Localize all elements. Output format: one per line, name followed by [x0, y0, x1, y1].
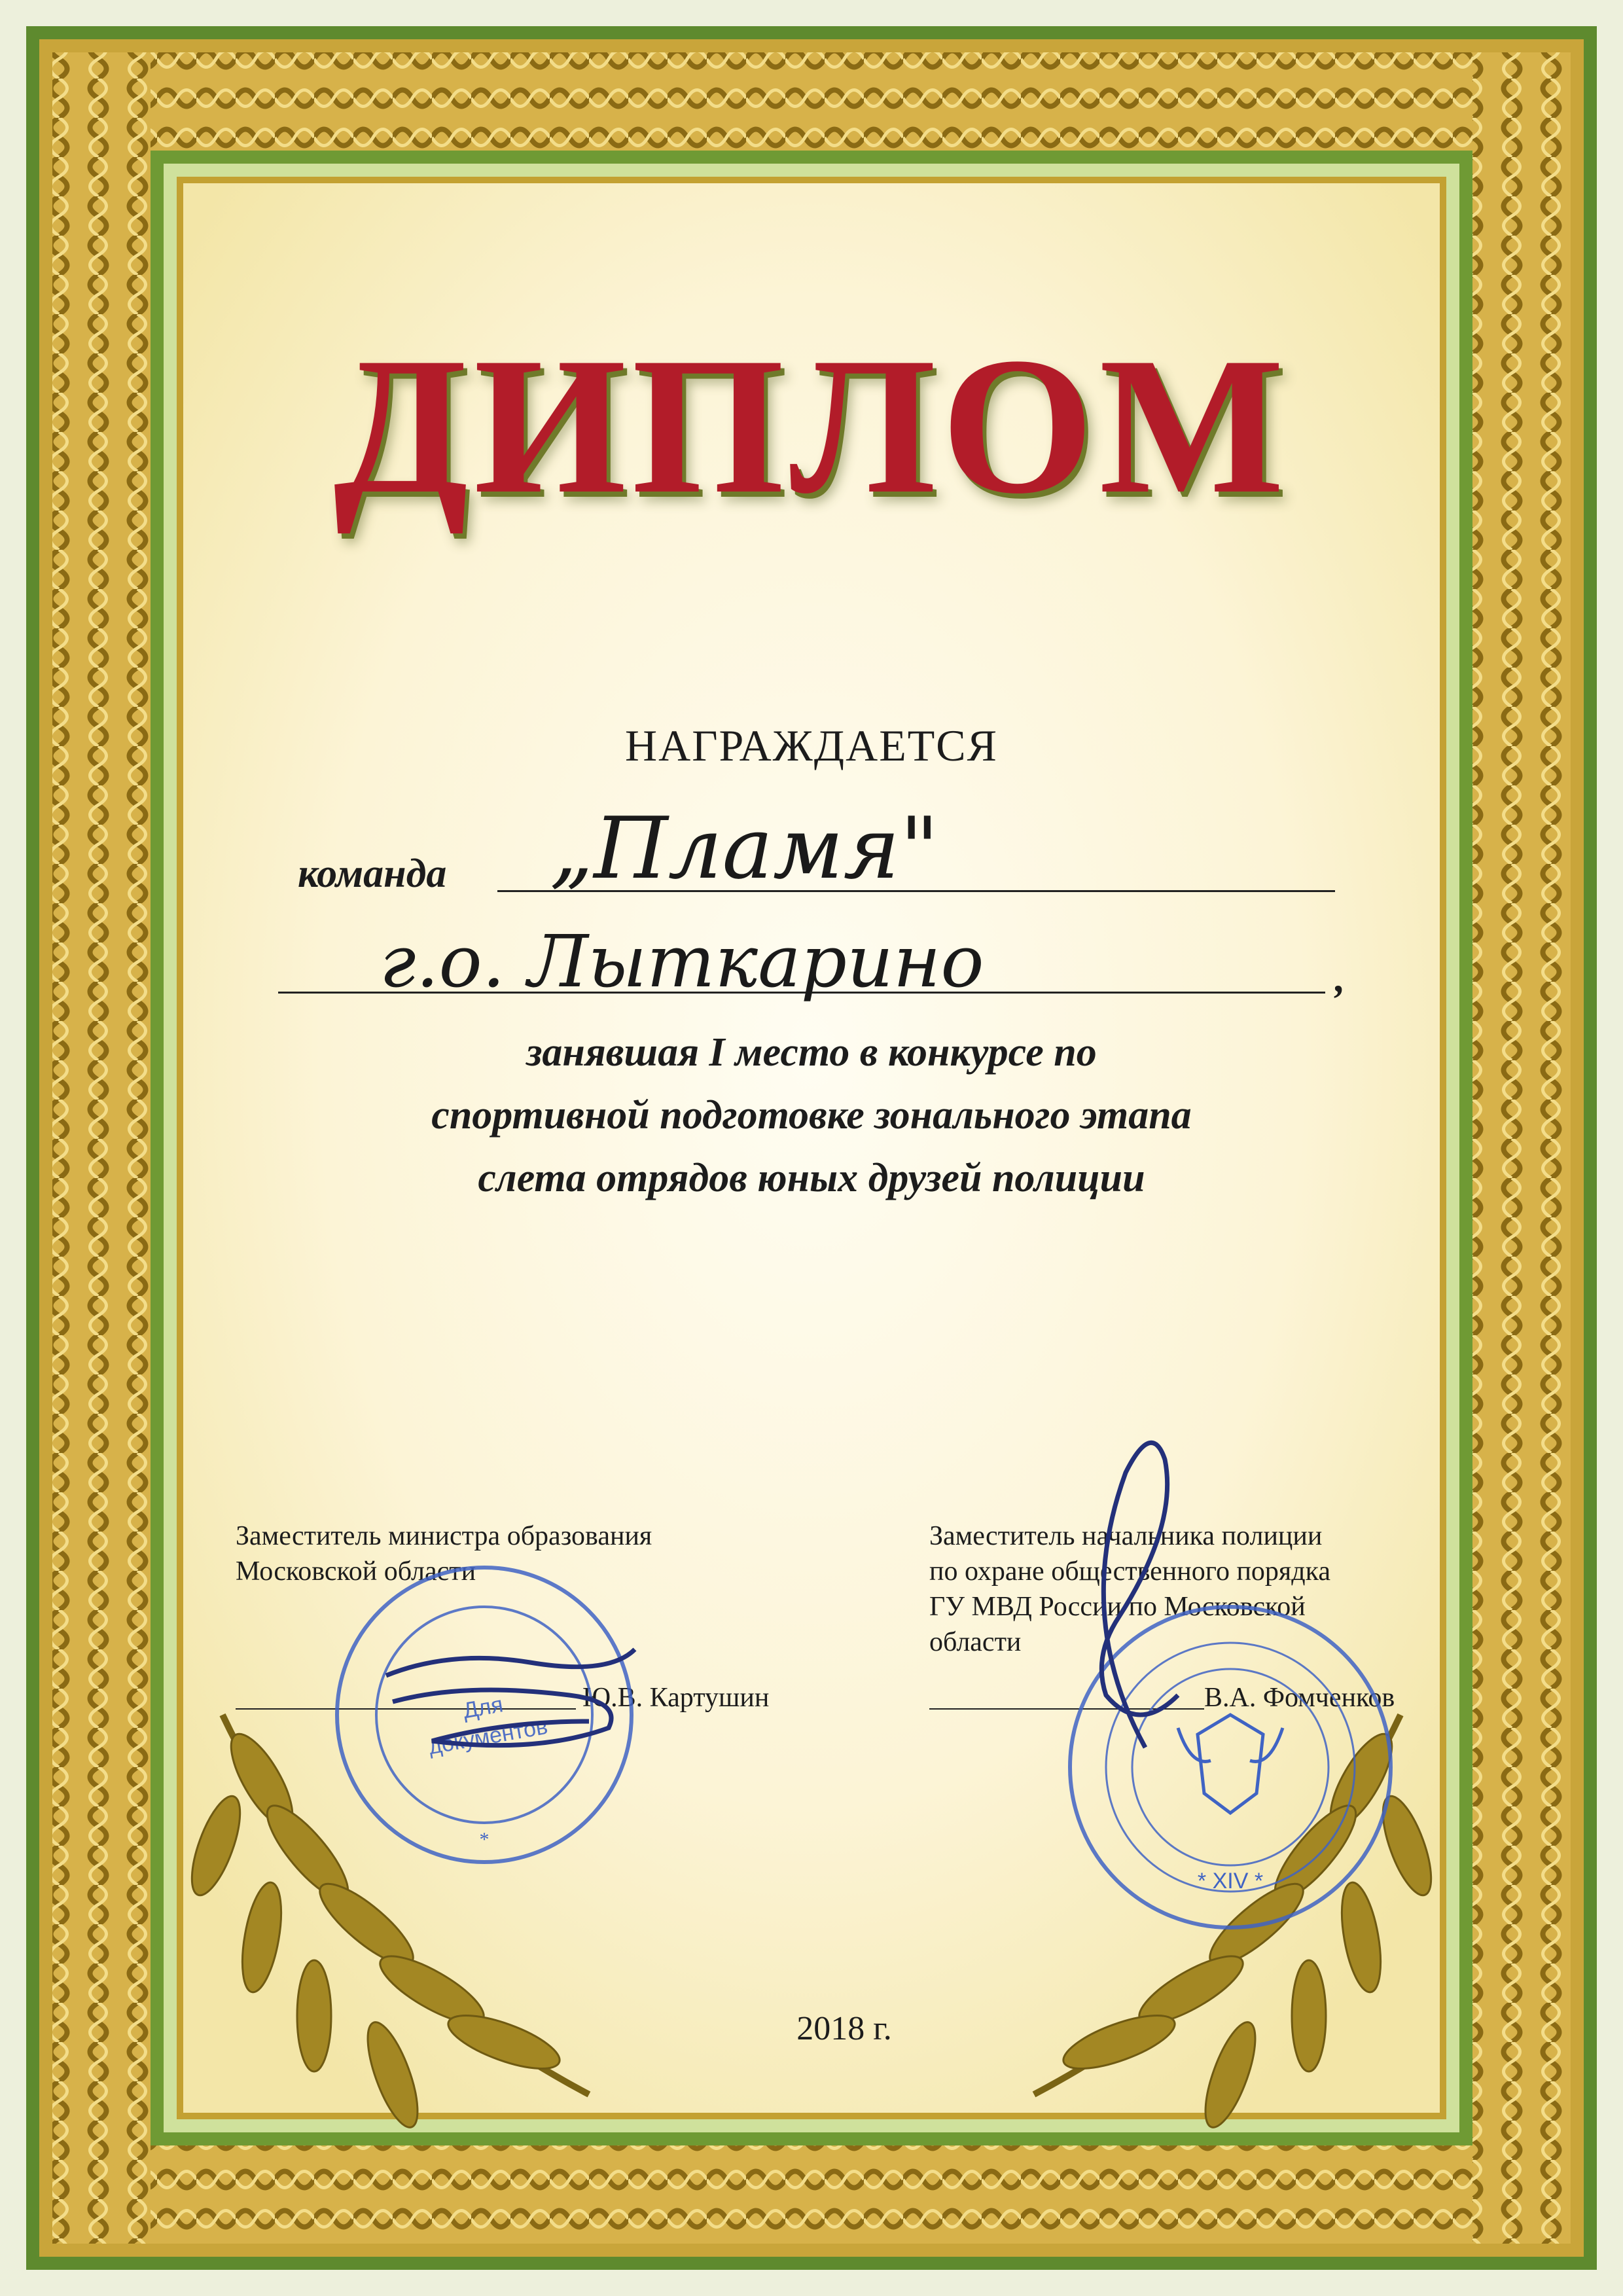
awarded-heading: НАГРАЖДАЕТСЯ [625, 721, 998, 770]
diploma-title: ДИПЛОМ [333, 317, 1290, 534]
team-label: команда [298, 852, 447, 896]
description-line: слета отрядов юных друзей полиции [478, 1156, 1145, 1200]
svg-text:*: * [479, 1829, 490, 1850]
city-trailing-comma: , [1335, 956, 1346, 1001]
left-signature-icon [373, 1623, 648, 1767]
issue-year: 2018 г. [796, 2010, 892, 2047]
svg-text:* XIV *: * XIV * [1197, 1869, 1264, 1893]
right-signatory-title-line: по охране общественного порядка [929, 1556, 1331, 1587]
city-handwritten: г.о. Лыткарино [380, 920, 984, 1003]
right-signatory-name: В.А. Фомченков [1204, 1683, 1395, 1713]
right-signatory-title-line: Заместитель начальника полиции [929, 1521, 1323, 1551]
award-description [275, 1021, 1348, 1210]
team-name-handwritten: „Пламя" [550, 798, 939, 898]
description-line: спортивной подготовке зонального этапа [431, 1093, 1192, 1138]
svg-text:Для: Для [461, 1692, 505, 1724]
left-signatory-title-line: Заместитель министра образования [236, 1521, 652, 1551]
right-signature-icon [1047, 1420, 1204, 1761]
left-signatory-title-line: Московской области [236, 1556, 476, 1587]
right-signatory-title-line: ГУ МВД России по Московской [929, 1592, 1306, 1622]
description-line: занявшая I место в конкурсе по [526, 1030, 1097, 1075]
svg-text:документов: документов [427, 1713, 550, 1760]
left-signatory-name: Ю.В. Картушин [582, 1683, 770, 1713]
right-signatory-title-line: области [929, 1627, 1022, 1657]
